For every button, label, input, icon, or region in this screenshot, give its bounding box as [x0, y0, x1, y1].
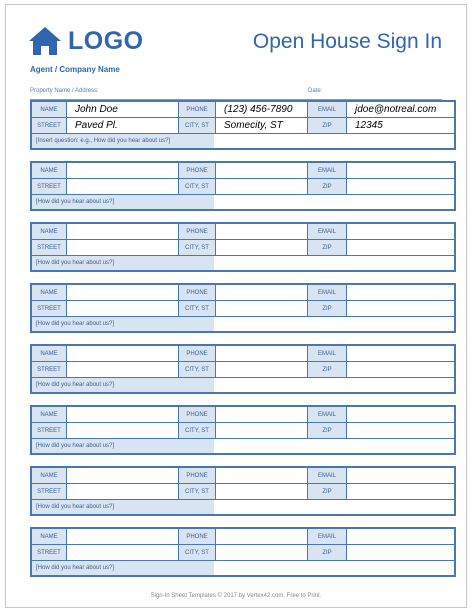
name-label: NAME	[32, 468, 66, 483]
logo-text: LOGO	[68, 26, 144, 55]
entry-row-address	[32, 179, 454, 195]
street-label: STREET	[32, 362, 66, 377]
logo	[28, 26, 144, 56]
street-field[interactable]	[66, 545, 178, 560]
question-prompt[interactable]: [How did you hear about us?]	[32, 378, 214, 392]
city-field[interactable]: Somecity, ST	[215, 118, 307, 133]
email-label: EMAIL	[307, 468, 346, 483]
city-field[interactable]	[215, 240, 307, 255]
phone-label: PHONE	[178, 468, 215, 483]
email-field[interactable]	[346, 163, 454, 178]
zip-label: ZIP	[307, 240, 346, 255]
question-prompt[interactable]: [How did you hear about us?]	[32, 561, 214, 575]
entry-row-question	[32, 500, 454, 514]
city-label: CITY, ST	[178, 423, 215, 438]
sign-in-entry	[30, 222, 456, 272]
name-field[interactable]	[66, 163, 178, 178]
name-field[interactable]	[66, 468, 178, 483]
name-label: NAME	[32, 224, 66, 239]
phone-field[interactable]	[215, 468, 307, 483]
entry-row-name-phone-email	[32, 163, 454, 179]
entry-row-address	[32, 240, 454, 256]
name-label: NAME	[32, 407, 66, 422]
question-prompt[interactable]: [How did you hear about us?]	[32, 256, 214, 270]
entry-row-address	[32, 545, 454, 561]
street-label: STREET	[32, 423, 66, 438]
entry-row-question	[32, 134, 454, 148]
phone-field[interactable]	[215, 529, 307, 544]
entry-row-name-phone-email	[32, 224, 454, 240]
zip-field[interactable]	[346, 240, 454, 255]
sign-in-entry	[30, 466, 456, 516]
entry-row-name-phone-email	[32, 346, 454, 362]
name-field[interactable]	[66, 224, 178, 239]
city-label: CITY, ST	[178, 301, 215, 316]
phone-label: PHONE	[178, 163, 215, 178]
phone-label: PHONE	[178, 224, 215, 239]
sign-in-entry	[30, 405, 456, 455]
zip-field[interactable]	[346, 301, 454, 316]
email-label: EMAIL	[307, 346, 346, 361]
zip-field[interactable]	[346, 545, 454, 560]
entry-row-name-phone-email	[32, 102, 454, 118]
entry-row-question	[32, 439, 454, 453]
name-label: NAME	[32, 102, 66, 117]
question-prompt[interactable]: [How did you hear about us?]	[32, 195, 214, 209]
email-field[interactable]	[346, 285, 454, 300]
zip-field[interactable]: 12345	[346, 118, 454, 133]
street-field[interactable]	[66, 362, 178, 377]
zip-field[interactable]	[346, 179, 454, 194]
phone-label: PHONE	[178, 407, 215, 422]
email-label: EMAIL	[307, 163, 346, 178]
street-label: STREET	[32, 179, 66, 194]
street-field[interactable]	[66, 301, 178, 316]
street-label: STREET	[32, 118, 66, 133]
zip-label: ZIP	[307, 301, 346, 316]
zip-field[interactable]	[346, 423, 454, 438]
city-field[interactable]	[215, 301, 307, 316]
entry-row-address	[32, 301, 454, 317]
house-icon	[28, 26, 62, 56]
email-field[interactable]	[346, 529, 454, 544]
street-field[interactable]	[66, 423, 178, 438]
entry-row-question	[32, 256, 454, 270]
entry-row-question	[32, 561, 454, 575]
entry-row-question	[32, 378, 454, 392]
name-label: NAME	[32, 163, 66, 178]
phone-field[interactable]	[215, 224, 307, 239]
entry-row-name-phone-email	[32, 407, 454, 423]
name-label: NAME	[32, 285, 66, 300]
entry-row-address	[32, 484, 454, 500]
property-label: Property Name / Address:	[30, 88, 99, 94]
city-label: CITY, ST	[178, 179, 215, 194]
zip-label: ZIP	[307, 484, 346, 499]
email-field[interactable]	[346, 468, 454, 483]
street-field[interactable]	[66, 484, 178, 499]
entry-row-name-phone-email	[32, 529, 454, 545]
name-field[interactable]	[66, 529, 178, 544]
city-field[interactable]	[215, 179, 307, 194]
sign-in-entry	[30, 527, 456, 577]
question-prompt[interactable]: [How did you hear about us?]	[32, 317, 214, 331]
zip-label: ZIP	[307, 362, 346, 377]
entry-row-address	[32, 423, 454, 439]
city-label: CITY, ST	[178, 545, 215, 560]
email-label: EMAIL	[307, 407, 346, 422]
email-label: EMAIL	[307, 102, 346, 117]
entry-row-question	[32, 195, 454, 209]
entry-row-address	[32, 118, 454, 134]
city-field[interactable]	[215, 484, 307, 499]
phone-label: PHONE	[178, 285, 215, 300]
email-label: EMAIL	[307, 285, 346, 300]
city-label: CITY, ST	[178, 240, 215, 255]
zip-label: ZIP	[307, 545, 346, 560]
city-field[interactable]	[215, 545, 307, 560]
email-field[interactable]	[346, 224, 454, 239]
entry-row-question	[32, 317, 454, 331]
city-field[interactable]	[215, 423, 307, 438]
question-prompt[interactable]: [Insert question: e.g., How did you hear about us?]	[32, 134, 214, 148]
email-label: EMAIL	[307, 224, 346, 239]
phone-label: PHONE	[178, 346, 215, 361]
street-label: STREET	[32, 240, 66, 255]
name-field[interactable]	[66, 407, 178, 422]
zip-field[interactable]	[346, 362, 454, 377]
phone-field[interactable]	[215, 285, 307, 300]
zip-label: ZIP	[307, 179, 346, 194]
footer-text: Sign-In Sheet Templates © 2017 by Vertex42.com. Free to Print.	[150, 593, 322, 599]
city-field[interactable]	[215, 362, 307, 377]
question-prompt[interactable]: [How did you hear about us?]	[32, 500, 214, 514]
entry-row-name-phone-email	[32, 285, 454, 301]
sign-in-entry	[30, 100, 456, 150]
name-field[interactable]	[66, 285, 178, 300]
street-label: STREET	[32, 484, 66, 499]
phone-field[interactable]	[215, 346, 307, 361]
name-label: NAME	[32, 529, 66, 544]
entry-row-name-phone-email	[32, 468, 454, 484]
question-prompt[interactable]: [How did you hear about us?]	[32, 439, 214, 453]
phone-field[interactable]	[215, 407, 307, 422]
zip-label: ZIP	[307, 118, 346, 133]
email-field[interactable]: jdoe@notreal.com	[346, 102, 454, 117]
property-date-row	[30, 88, 442, 100]
city-label: CITY, ST	[178, 484, 215, 499]
agent-company-name[interactable]: Agent / Company Name	[30, 65, 120, 74]
date-label: Date:	[308, 88, 323, 94]
zip-label: ZIP	[307, 423, 346, 438]
street-label: STREET	[32, 301, 66, 316]
sign-in-sheet	[5, 4, 467, 608]
city-label: CITY, ST	[178, 118, 215, 133]
email-field[interactable]	[346, 407, 454, 422]
page-title: Open House Sign In	[252, 30, 442, 53]
name-field[interactable]	[66, 346, 178, 361]
sign-in-entry	[30, 161, 456, 211]
name-field[interactable]: John Doe	[66, 102, 178, 117]
entry-row-address	[32, 362, 454, 378]
street-field[interactable]	[66, 240, 178, 255]
zip-field[interactable]	[346, 484, 454, 499]
email-label: EMAIL	[307, 529, 346, 544]
city-label: CITY, ST	[178, 362, 215, 377]
email-field[interactable]	[346, 346, 454, 361]
street-field[interactable]	[66, 179, 178, 194]
sign-in-entry	[30, 344, 456, 394]
phone-label: PHONE	[178, 102, 215, 117]
street-field[interactable]: Paved Pl.	[66, 118, 178, 133]
phone-field[interactable]	[215, 163, 307, 178]
name-label: NAME	[32, 346, 66, 361]
phone-field[interactable]: (123) 456-7890	[215, 102, 307, 117]
sign-in-entry	[30, 283, 456, 333]
street-label: STREET	[32, 545, 66, 560]
phone-label: PHONE	[178, 529, 215, 544]
